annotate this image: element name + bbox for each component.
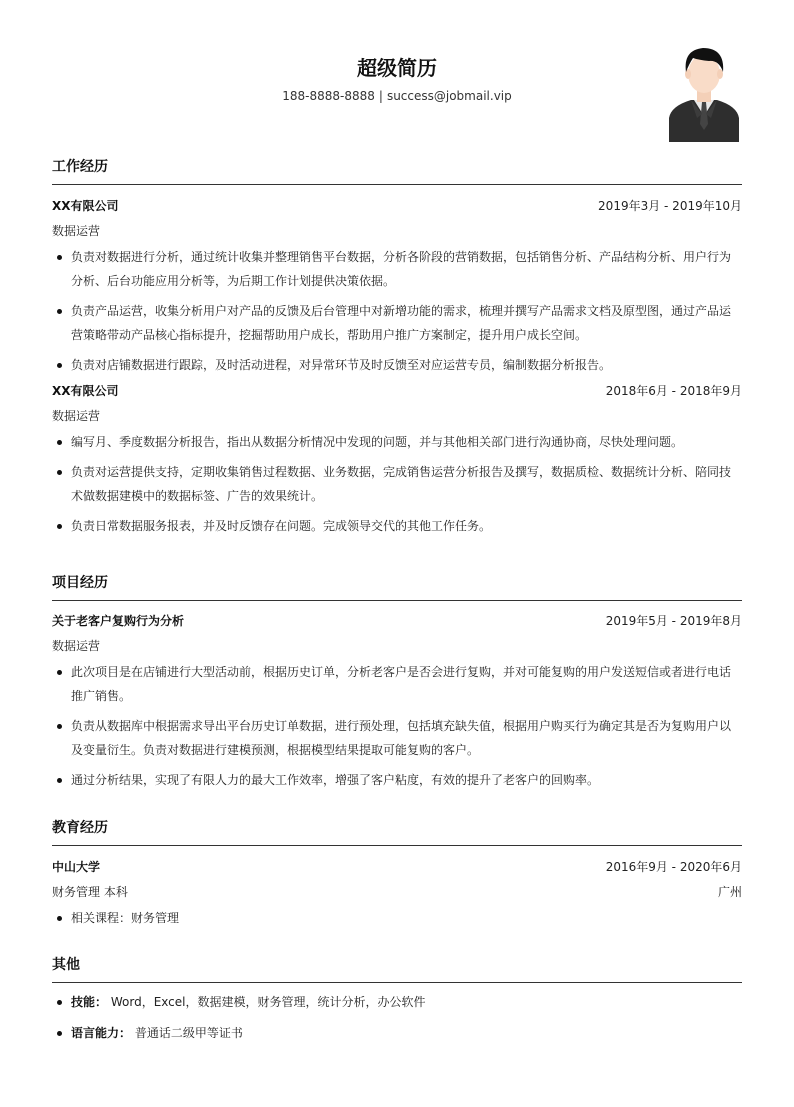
education-section: [52, 819, 742, 930]
date-range: 2018年6月 - 2018年9月: [605, 384, 742, 398]
company-name: XX有限公司: [52, 384, 119, 398]
school-name: 中山大学: [52, 860, 101, 874]
work-section-title: 工作经历: [52, 158, 742, 185]
list-item: 此次项目是在店铺进行大型活动前，根据历史订单，分析老客户是否会进行复购，并对可能复购的用户发送短信或者进行电话 推广销售。: [52, 660, 742, 708]
list-item: 负责产品运营，收集分析用户对产品的反馈及后台管理中对新增功能的需求，梳理并撰写产品需求文档及原型图，通过产品运 营策略带动产品核心指标提升，挖掘帮助用户成长，帮助用户推广方案制定，提升用户成长空间。: [52, 299, 742, 347]
date-range: 2019年3月 - 2019年10月: [598, 199, 742, 213]
project-name: 关于老客户复购行为分析: [52, 614, 185, 628]
education-entry: [52, 859, 742, 930]
skills-label: 技能：: [71, 995, 108, 1009]
job-role: 数据运营: [52, 409, 101, 423]
resume-page: [52, 0, 742, 1040]
date-range: 2019年5月 - 2019年8月: [605, 614, 742, 628]
contact-line: [52, 89, 742, 103]
job-role: 数据运营: [52, 224, 101, 238]
language-value: 普通话二级甲等证书: [134, 1026, 243, 1040]
work-entry-2: [52, 383, 742, 538]
project-section-title: 项目经历: [52, 574, 742, 601]
list-item: 负责日常数据服务报表，并及时反馈存在问题。完成领导交代的其他工作任务。: [52, 514, 742, 538]
date-range: 2016年9月 - 2020年6月: [605, 860, 742, 874]
city: 广州: [717, 885, 742, 899]
project-section: [52, 574, 742, 792]
list-item: 负责对数据进行分析，通过统计收集并整理销售平台数据，分析各阶段的营销数据，包括销售分析、产品结构分析、用户行为 分析、后台功能应用分析等，为后期工作计划提供决策依据。: [52, 245, 742, 293]
phone-number: 188-8888-8888: [282, 89, 375, 103]
list-item: 编写月、季度数据分析报告，指出从数据分析情况中发现的问题，并与其他相关部门进行沟通协商，尽快处理问题。: [52, 430, 742, 454]
degree: 财务管理 本科: [52, 885, 128, 899]
list-item: [52, 990, 742, 1014]
avatar: [669, 44, 739, 142]
list-item: 相关课程：财务管理: [52, 906, 742, 930]
language-label: 语言能力：: [71, 1026, 132, 1040]
list-item: 负责对运营提供支持，定期收集销售过程数据、业务数据，完成销售运营分析报告及撰写，数据质检、数据统计分析、陪同技 术做数据建模中的数据标签、广告的效果统计。: [52, 460, 742, 508]
work-entry-1: [52, 198, 742, 377]
project-role: 数据运营: [52, 639, 101, 653]
list-item: 通过分析结果，实现了有限人力的最大工作效率，增强了客户粘度，有效的提升了老客户的回购率。: [52, 768, 742, 792]
candidate-name: 超级简历: [357, 56, 437, 80]
other-section: [52, 956, 742, 1045]
work-section: [52, 158, 742, 538]
list-item: 负责对店铺数据进行跟踪，及时活动进程，对异常环节及时反馈至对应运营专员，编制数据分析报告。: [52, 353, 742, 377]
other-section-title: 其他: [52, 956, 742, 983]
list-item: 负责从数据库中根据需求导出平台历史订单数据，进行预处理，包括填充缺失值，根据用户购买行为确定其是否为复购用户以 及变量衍生。负责对数据进行建模预测，根据模型结果提取可能复购的客户。: [52, 714, 742, 762]
list-item: [52, 1021, 742, 1045]
skills-value: Word，Excel，数据建模，财务管理，统计分析，办公软件: [110, 995, 426, 1009]
contact-separator: |: [378, 89, 383, 103]
resume-header: [52, 0, 742, 150]
company-name: XX有限公司: [52, 199, 119, 213]
project-entry-1: [52, 613, 742, 792]
education-section-title: 教育经历: [52, 819, 742, 846]
email-address: success@jobmail.vip: [386, 89, 512, 103]
